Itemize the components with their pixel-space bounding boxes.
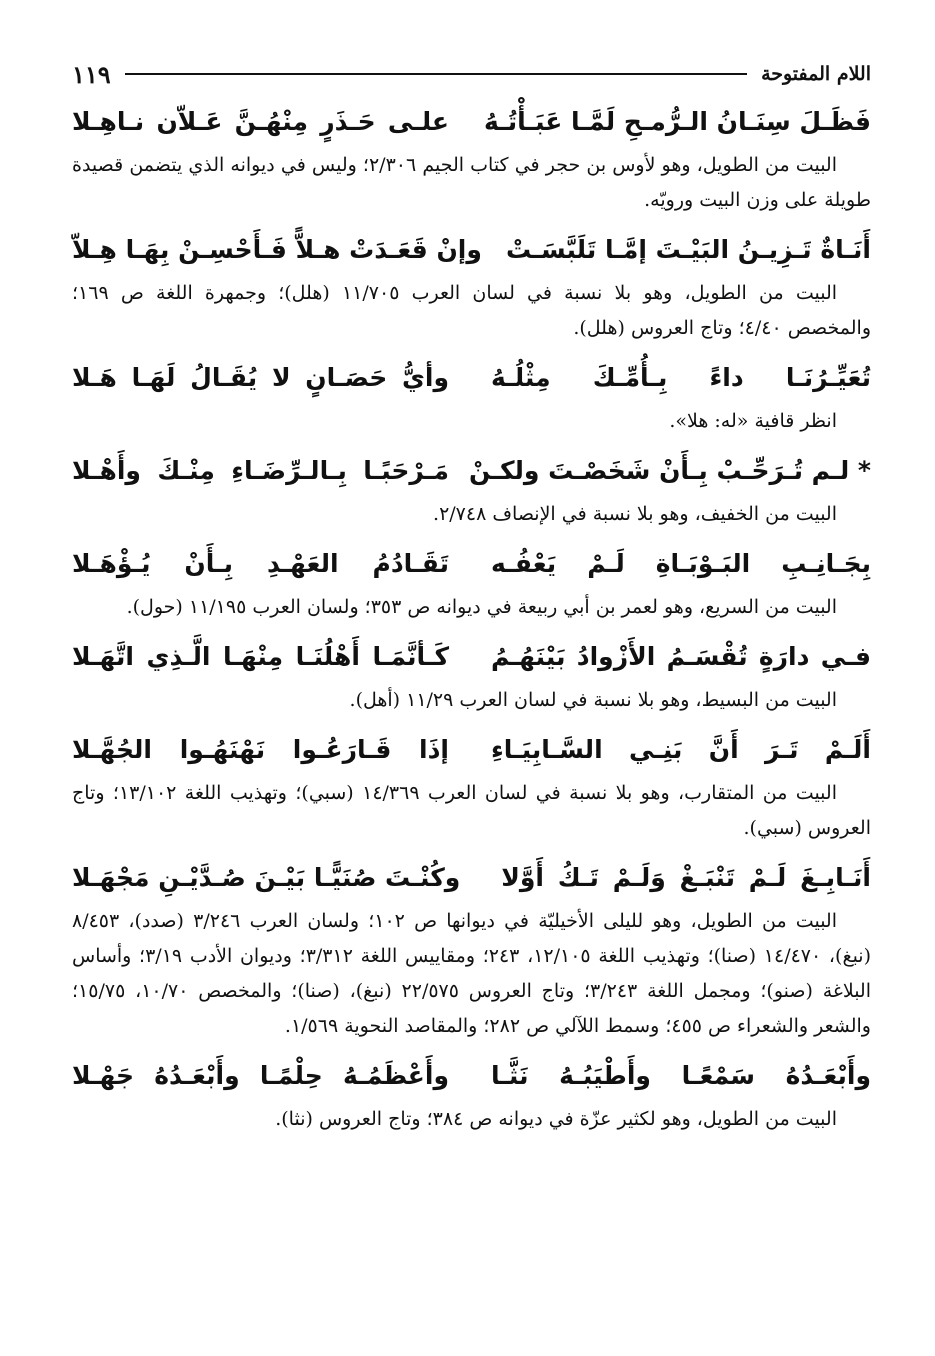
second-hemistich: كَـأنَّمَـا أَهْلُنَـا مِنْهَـا الَّـذِي اتَّهَـلا [72,642,449,671]
second-hemistich: وأَعْظَمُـهُ حِلْمًـا وأَبْعَـدُهُ جَهْـلا [72,1061,449,1090]
section-title: اللام المفتوحة [761,63,871,85]
verse-note: البيت من المتقارب، وهو بلا نسبة في لسان العرب ١٤/٣٦٩ (سبي)؛ وتهذيب اللغة ١٣/١٠٢؛ وتاج العروس (سبي). [72,782,871,839]
second-hemistich: علـى حَـذَرٍ مِنْهُـنَّ عَـلاّن نـاهِـلا [72,107,449,136]
first-hemistich: أَلَـمْ تَـرَ أَنَّ بَنِـي السَّـابِيَـاءِ [491,735,871,764]
verse-line [72,724,871,776]
second-hemistich: وكُنْـتَ صُنَيًّـا بَيْـنَ صُـدَّيْـنِ مَجْهَـلا [72,863,461,892]
verse-note: البيت من الطويل، وهو لكثير عزّة في ديوانه ص ٣٨٤؛ وتاج العروس (نثا). [275,1108,837,1130]
poem-entry [72,538,871,625]
verse-line [72,852,871,904]
first-hemistich: تُعَيِّـرُنَـا داءً بِـأُمِّـكَ مِثْلُـهُ [491,363,871,392]
first-hemistich: أَنَـابِـغَ لَـمْ تَنْبَـغْ وَلَـمْ تَـكُ أَوَّلا [501,863,871,892]
verse-note: البيت من الطويل، وهو بلا نسبة في لسان العرب ١١/٧٠٥ (هلل)؛ وجمهرة اللغة ص ١٦٩؛ والمخصص ٤/٤٠؛ وتاج العروس (هلل). [72,282,871,339]
second-hemistich: وإنْ قَعَـدَتْ هـلاًّ فَـأَحْسِـنْ بِهَـا هِـلاّ [72,235,482,264]
verse-line [72,352,871,404]
verse-line [72,445,871,497]
first-hemistich: فَظَـلَ سِنَـانُ الـرُّمـحِ لَمَّـا عَبَـأْتُـهُ [484,107,871,136]
verse-line [72,538,871,590]
second-hemistich: مَـرْحَبًـا بِـالـرِّضَـاءِ مِنْـكَ وأَهْـلا [72,456,449,485]
first-hemistich: وأَبْعَـدُهُ سَمْعًـا وأَطْيَبُـهُ نَثَّـا [491,1061,871,1090]
page-number: ١١٩ [72,59,111,89]
second-hemistich: إذَا قَـارَعُـوا نَهْنَهُـوا الجُهَّـلا [72,735,449,764]
poem-entry [72,352,871,439]
verse-note: البيت من السريع، وهو لعمر بن أبي ربيعة في ديوانه ص ٣٥٣؛ ولسان العرب ١١/١٩٥ (حول). [126,596,837,618]
header-rule [125,73,747,75]
verse-note: البيت من الطويل، وهو لليلى الأخيليّة في ديوانها ص ١٠٢؛ ولسان العرب ٣/٢٤٦ (صدد)، ٨/٤٥٣ (نبغ)، ١٤/٤٧٠ (صنا)؛ وتهذيب اللغة ١٢/١٠٥، ٢٤٣؛ ومقاييس اللغة ٣/٣١٢؛ وديوان الأدب ٣/١٩؛ وأساس البلاغة (صنو)؛ ومجمل اللغة ٣/٢٤٣؛ وتاج العروس ٢٢/٥٧٥ (نبغ)، (صنا)؛ والمخصص ١٠/٧٠، ١٥/٧٥؛ والشعر والشعراء ص ٤٥٥؛ وسمط اللآلي ص ٢٨٢؛ والمقاصد النحوية ١/٥٦٩. [72,910,872,1037]
poem-entry [72,224,871,346]
poem-entry [72,852,871,1044]
second-hemistich: وأيُّ حَصَـانٍ لا يُقَـالُ لَهَـا هَـلا [72,363,449,392]
first-hemistich: * لـم تُـرَحِّـبْ بِـأَنْ شَخَصْـتَ ولكـنْ [468,456,871,485]
verse-line [72,224,871,276]
running-header [72,58,871,90]
poem-entry [72,724,871,846]
verse-note: البيت من البسيط، وهو بلا نسبة في لسان العرب ١١/٢٩ (أهل). [349,689,837,711]
verse-note: انظر قافية «له: هلا». [669,410,837,432]
poem-entry [72,1050,871,1137]
poem-entry [72,445,871,532]
first-hemistich: بِجَـانِـبِ البَـوْبَـاةِ لَـمْ يَعْفُـه [491,549,871,578]
poem-entry [72,631,871,718]
poem-entry [72,96,871,218]
first-hemistich: أَنَـاةٌ تَـزِيـنُ البَيْـتَ إمَّـا تَلَبَّسَـتْ [506,235,871,264]
verse-line [72,631,871,683]
verse-line [72,96,871,148]
verse-note: البيت من الخفيف، وهو بلا نسبة في الإنصاف ٢/٧٤٨. [433,503,837,525]
first-hemistich: فـي دارَةٍ تُقْسَـمُ الأَزْوادُ بَيْنَهُـمُ [491,642,871,671]
second-hemistich: تَقَـادُمُ العَهْـدِ بِـأَنْ يُـؤْهَـلا [72,549,449,578]
verse-note: البيت من الطويل، وهو لأوس بن حجر في كتاب الجيم ٢/٣٠٦؛ وليس في ديوانه الذي يتضمن قصيدة طويلة على وزن البيت ورويّه. [72,154,871,211]
verse-line [72,1050,871,1102]
